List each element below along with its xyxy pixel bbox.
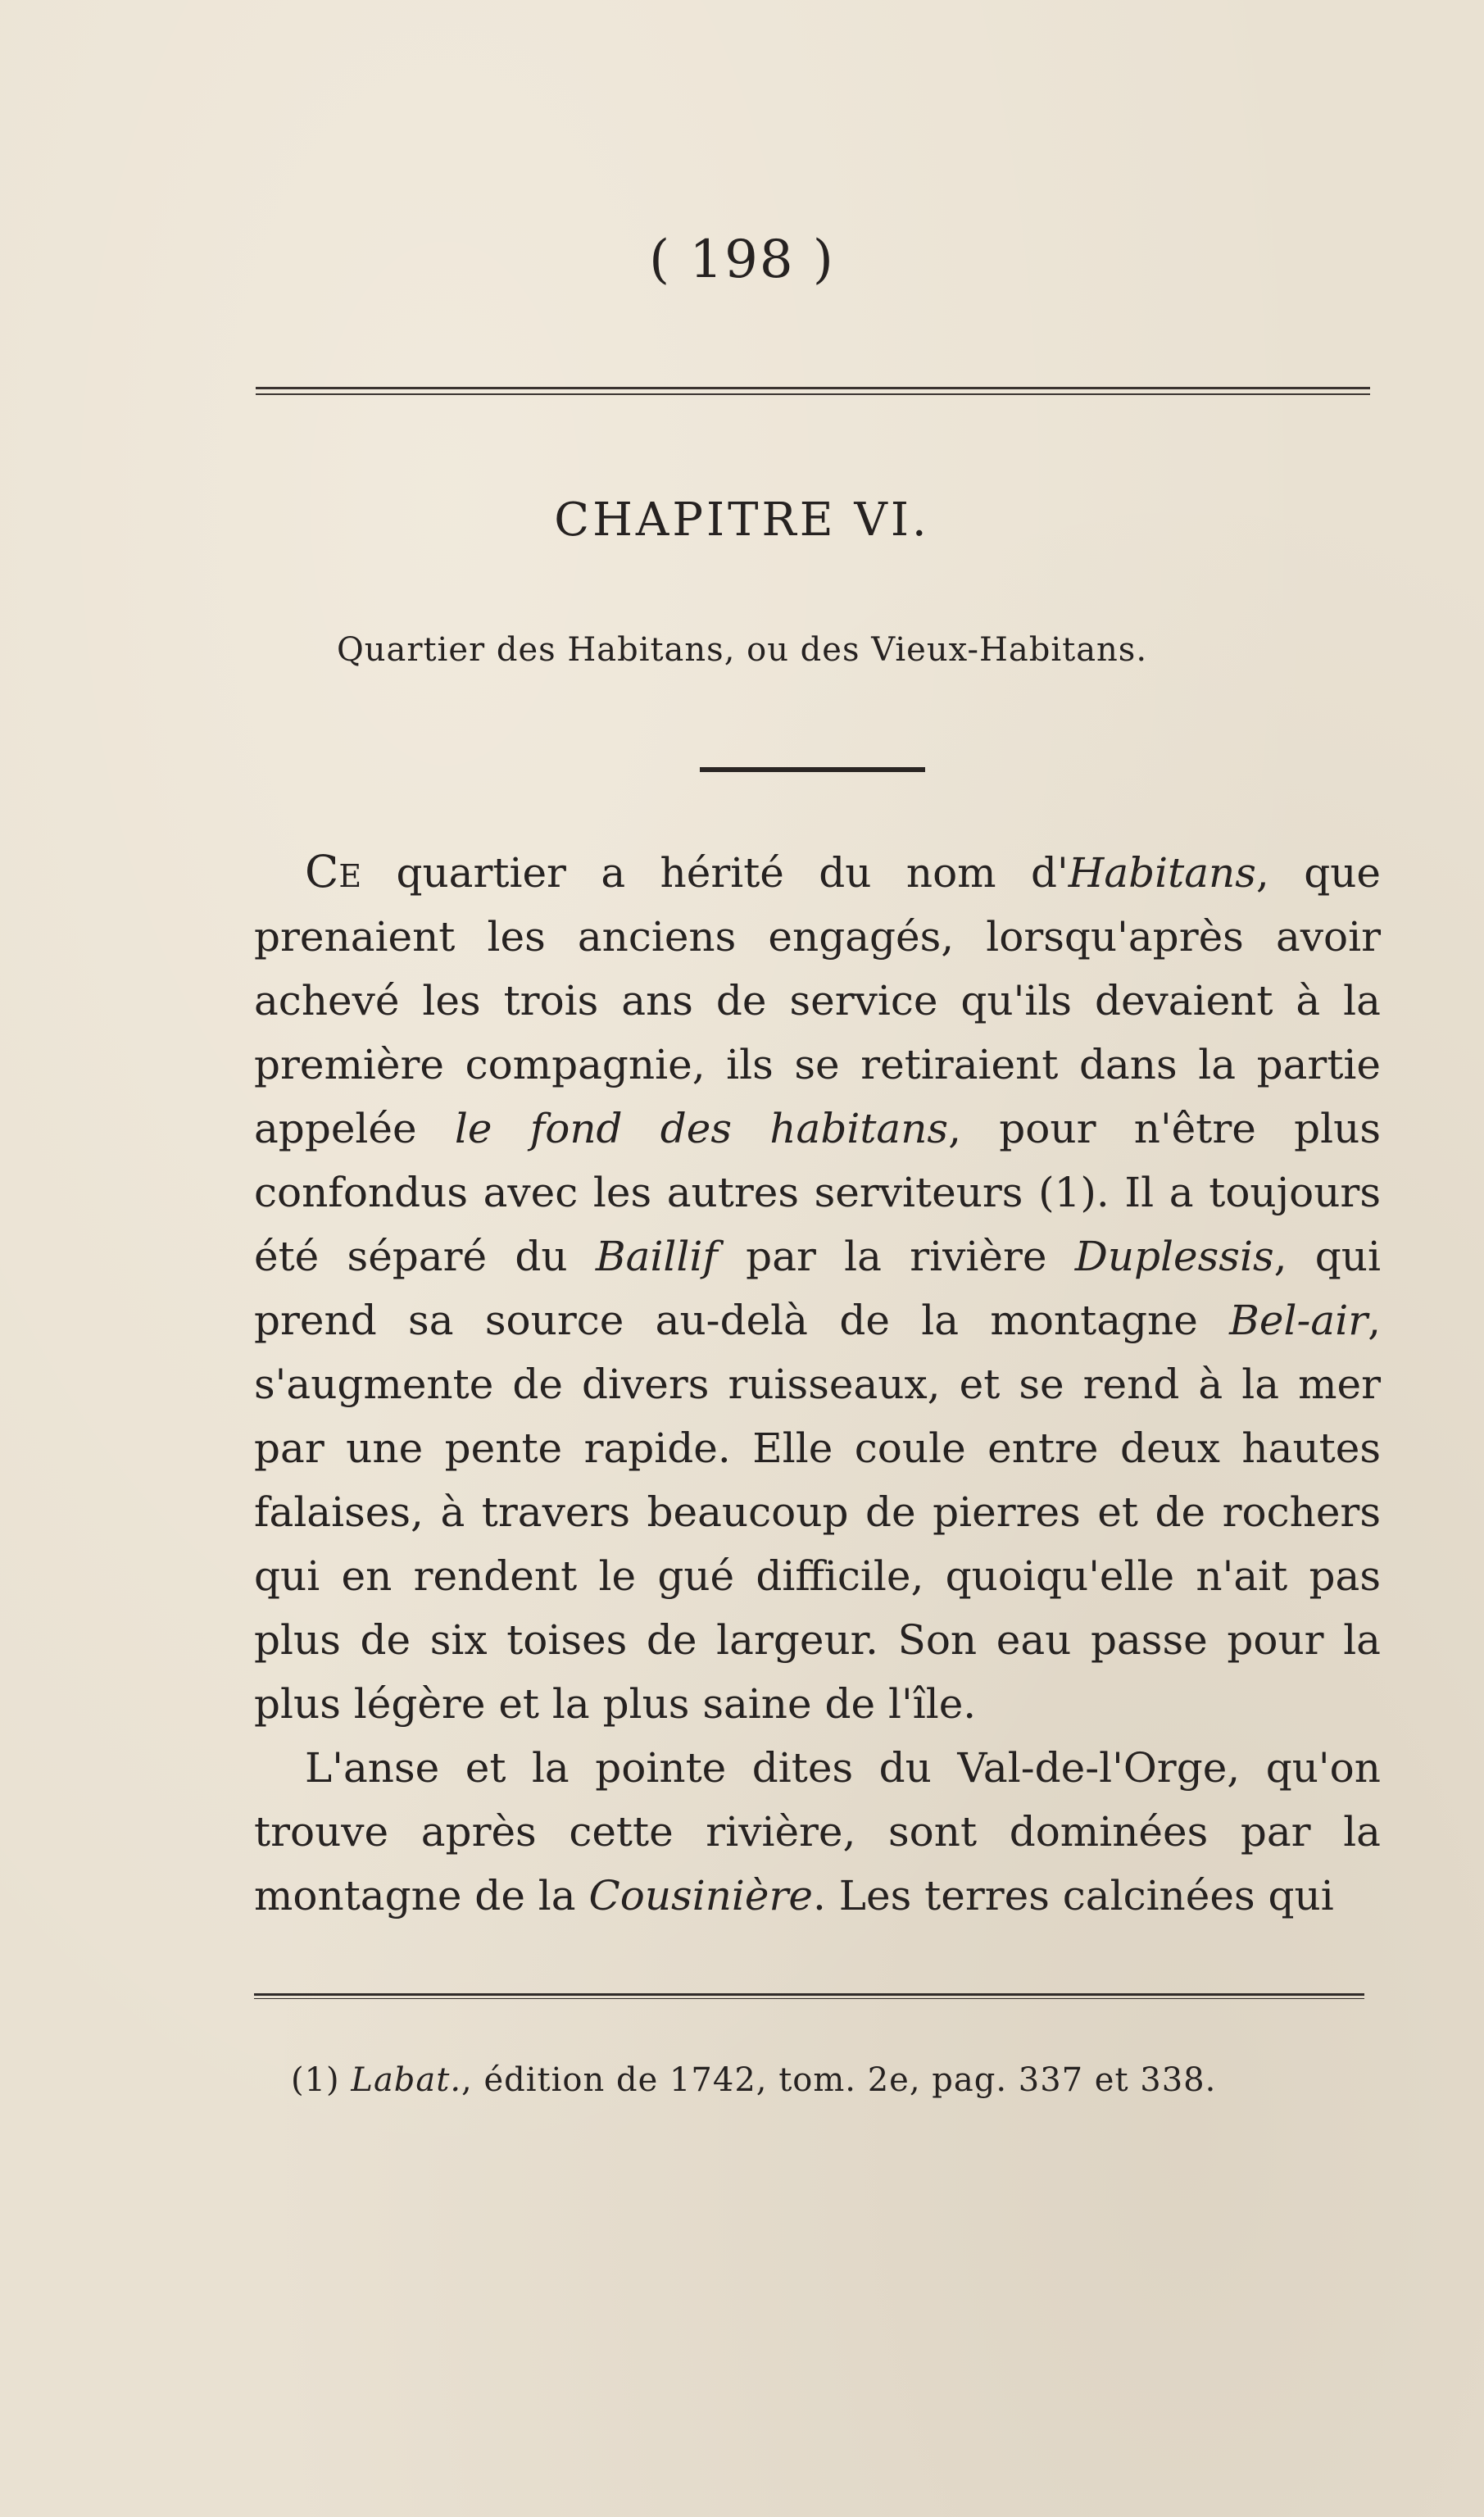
page-number: ( 198 ) — [649, 229, 835, 290]
text-run: par la rivière — [717, 1233, 1075, 1280]
text-run: , pour n'être plus confondus avec les autres serviteurs (1). Il a toujours été séparé du — [254, 1105, 1381, 1280]
dropcap: Ce — [305, 846, 362, 897]
chapter-title: CHAPITRE VI. — [554, 493, 930, 547]
italic-term: Baillif — [595, 1233, 718, 1280]
text-run: , que prenaient les anciens engagés, lorsqu'après avoir achevé les trois ans de service qu'ils devaient à la première compagnie, ils se retiraient dans la partie appelée — [254, 849, 1381, 1152]
footnote-marker: (1) — [291, 2061, 340, 2099]
header-rule — [256, 387, 1370, 395]
italic-term: Duplessis — [1074, 1233, 1274, 1280]
footnote — [291, 2061, 1381, 2099]
footnote-source: Labat. — [351, 2061, 462, 2099]
italic-term: Cousinière — [588, 1872, 813, 1920]
body-text — [254, 840, 1381, 1928]
text-run: quartier a hérité du nom d' — [361, 849, 1069, 897]
footnote-text: , édition de 1742, tom. 2e, pag. 337 et 338. — [461, 2061, 1217, 2099]
text-run: , s'augmente de divers ruisseaux, et se rend à la mer par une pente rapide. Elle coule entre deux hautes falaises, à travers beaucoup de pierres et de rochers qui en rendent le gué difficile, quoiqu'elle n'ait pas plus de six toises de largeur. Son eau passe pour la plus légère et la plus saine de l'île. — [254, 1297, 1381, 1728]
italic-term: Habitans — [1068, 849, 1256, 897]
section-divider — [700, 767, 925, 772]
paragraph-1 — [254, 840, 1381, 1736]
footnote-rule — [254, 1993, 1364, 1999]
italic-term: Bel-air — [1229, 1297, 1368, 1344]
paragraph-2 — [254, 1736, 1381, 1928]
italic-term: le fond des habitans — [454, 1105, 949, 1152]
chapter-subtitle: Quartier des Habitans, ou des Vieux-Habitans. — [336, 631, 1148, 669]
text-run: L'anse et la pointe dites du Val-de-l'Orge, qu'on trouve après cette rivière, sont dominées par la montagne de la — [254, 1744, 1381, 1920]
text-run: . Les terres calcinées qui — [813, 1872, 1334, 1920]
text-run: , qui prend sa source au-delà de la montagne — [254, 1233, 1381, 1344]
